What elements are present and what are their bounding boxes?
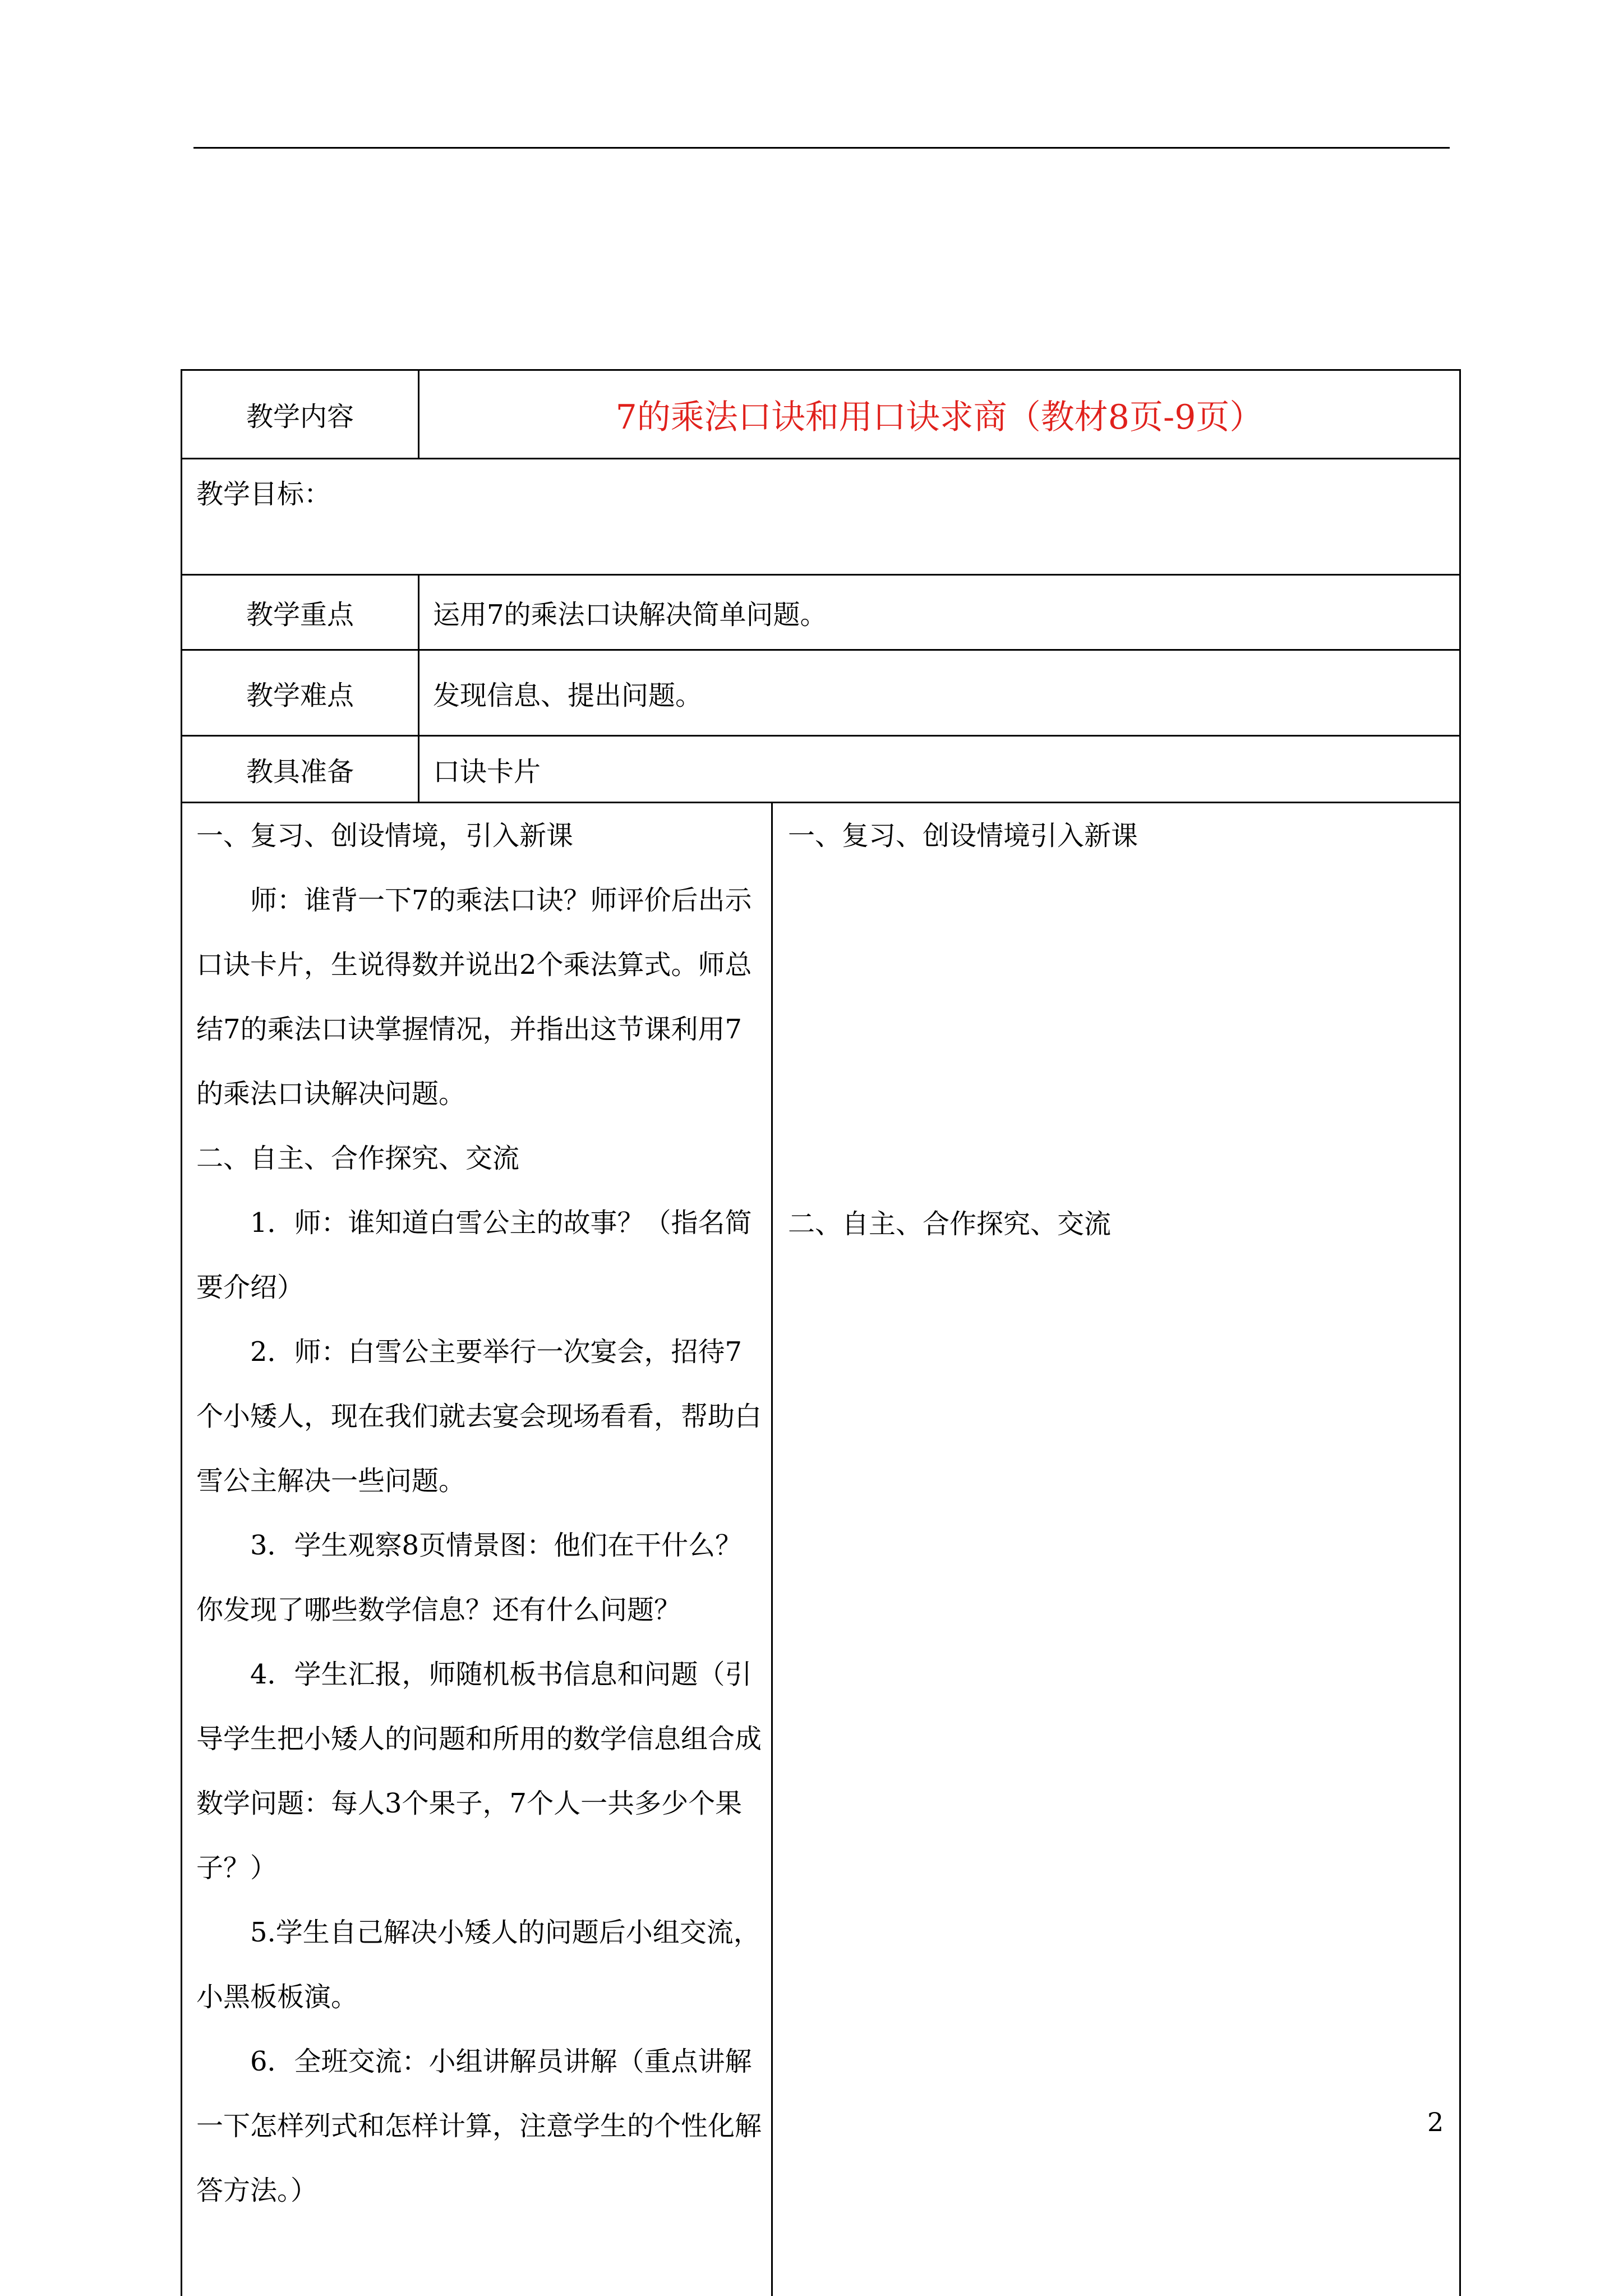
objectives-label: 教学目标： [196, 478, 331, 510]
page-number: 2 [1427, 2107, 1444, 2137]
process-paragraph: 5.学生自己解决小矮人的问题后小组交流，小黑板板演。 [196, 1917, 760, 2013]
materials-value: 口诀卡片 [433, 756, 541, 788]
title-label: 教学内容 [246, 401, 354, 432]
lesson-title: 7的乘法口诀和用口诀求商（教材8页-9页） [615, 397, 1264, 437]
section-heading: 二、自主、合作探究、交流 [196, 1143, 520, 1174]
difficulties-value: 发现信息、提出问题。 [433, 679, 703, 711]
col-divider [771, 802, 773, 2296]
process-paragraph: 师：谁背一下7的乘法口诀？师评价后出示口诀卡片，生说得数并说出2个乘法算式。师总结7的乘法口诀掌握情况，并指出这节课利用7 的乘法口诀解决问题。 [196, 885, 752, 1110]
row-divider [181, 458, 1461, 459]
teaching-process-right-2: 二、自主、合作探究、交流 [788, 1208, 1112, 1240]
process-paragraph: 1．师：谁知道白雪公主的故事？（指名简要介绍） [196, 1207, 752, 1303]
row-divider [181, 802, 1461, 803]
process-paragraph: 2．师：白雪公主要举行一次宴会，招待7个小矮人，现在我们就去宴会现场看看，帮助白雪公主解决一些问题。 [196, 1336, 762, 1497]
materials-label: 教具准备 [246, 756, 354, 788]
key-points-label: 教学重点 [246, 599, 354, 631]
header-rule [193, 147, 1450, 149]
key-points-value: 运用7的乘法口诀解决简单问题。 [433, 599, 827, 631]
section-heading: 一、复习、创设情境，引入新课 [196, 820, 574, 852]
process-paragraph: 3．学生观察8页情景图：他们在干什么？你发现了哪些数学信息？还有什么问题？ [196, 1530, 743, 1626]
table-border-right [1459, 369, 1461, 2296]
teaching-process-right-1: 一、复习、创设情境引入新课 [788, 820, 1138, 852]
process-paragraph: 4．学生汇报，师随机板书信息和问题（引导学生把小矮人的问题和所用的数学信息组合成数学问题：每人3个果子，7个人一共多少个果子？） [196, 1659, 762, 1884]
process-paragraph: 6．全班交流：小组讲解员讲解（重点讲解一下怎样列式和怎样计算，注意学生的个性化解答方法。） [196, 2046, 762, 2206]
difficulties-label: 教学难点 [246, 679, 354, 711]
teaching-process-left [196, 804, 768, 2223]
